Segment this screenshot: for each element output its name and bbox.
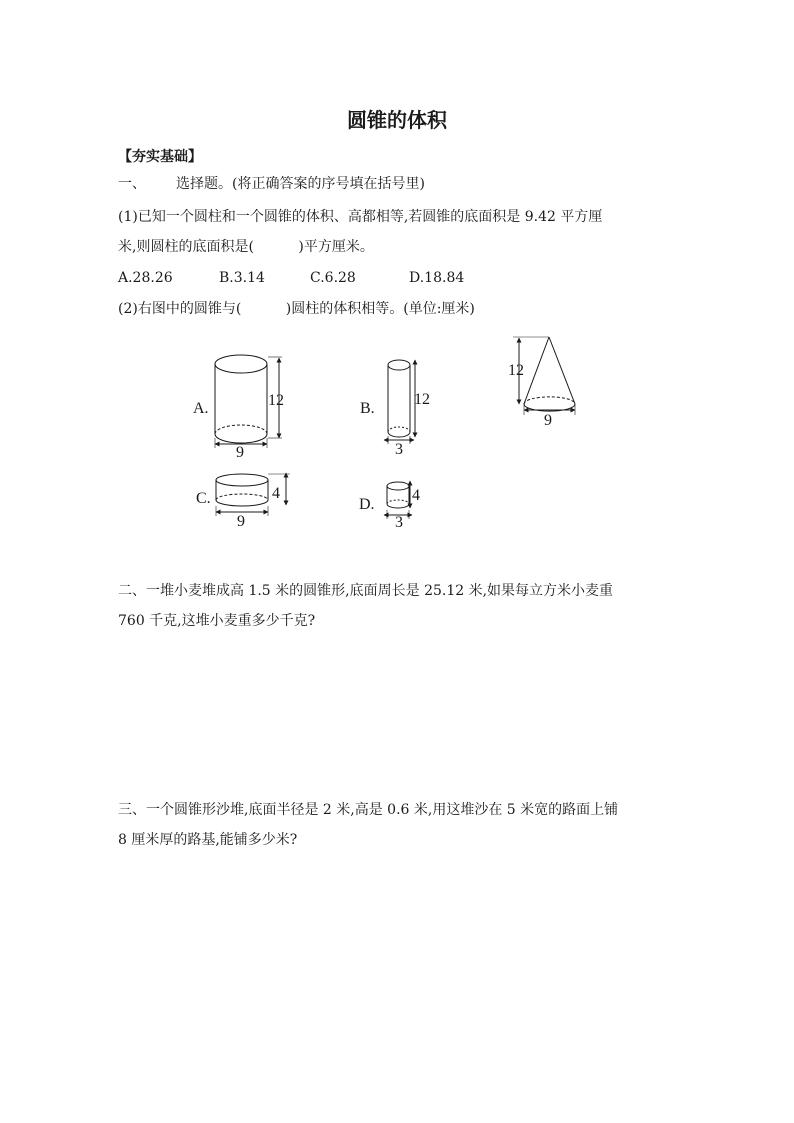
cylinder-c-height: 4 (272, 485, 280, 502)
cylinder-a-diameter: 9 (236, 444, 244, 461)
cylinder-a-height: 12 (268, 392, 284, 409)
cylinder-b (384, 360, 415, 444)
question-1-2-text: (2)右图中的圆锥与( )圆柱的体积相等。(单位:厘米) (118, 301, 475, 317)
cylinder-c-diameter: 9 (237, 513, 245, 530)
cone-height: 12 (508, 362, 524, 379)
question-1-instruction: 选择题。(将正确答案的序号填在括号里) (176, 176, 425, 192)
option-c: C.6.28 (310, 270, 356, 286)
question-1-number: 一、 (118, 176, 146, 192)
question-3-line-1: 三、一个圆锥形沙堆,底面半径是 2 米,高是 0.6 米,用这堆沙在 5 米宽的路面上铺 (118, 802, 619, 818)
option-d: D.18.84 (409, 270, 465, 286)
cylinder-d-label: D. (359, 496, 375, 513)
question-3-line-2: 8 厘米厚的路基,能铺多少米? (118, 832, 298, 848)
section-heading: 【夯实基础】 (118, 149, 202, 165)
cylinder-d-height: 4 (412, 487, 420, 504)
cylinder-d-diameter: 3 (395, 514, 403, 531)
cylinder-a-label: A. (193, 400, 209, 417)
question-1-1-line-1: (1)已知一个圆柱和一个圆锥的体积、高都相等,若圆锥的底面积是 9.42 平方厘 (118, 209, 603, 225)
cylinder-b-label: B. (360, 400, 375, 417)
cone-diameter: 9 (544, 412, 552, 429)
question-2-line-1: 二、一堆小麦堆成高 1.5 米的圆锥形,底面周长是 25.12 米,如果每立方米小麦重 (118, 583, 614, 599)
option-a: A.28.26 (118, 270, 173, 286)
page-title: 圆锥的体积 (347, 108, 447, 132)
question-2-line-2: 760 千克,这堆小麦重多少千克? (118, 613, 316, 629)
cylinder-b-height: 12 (414, 391, 430, 408)
cylinder-c-label: C. (196, 490, 211, 507)
question-1-1-line-2: 米,则圆柱的底面积是( )平方厘米。 (118, 239, 374, 255)
cylinder-b-diameter: 3 (395, 441, 403, 458)
option-b: B.3.14 (219, 270, 265, 286)
